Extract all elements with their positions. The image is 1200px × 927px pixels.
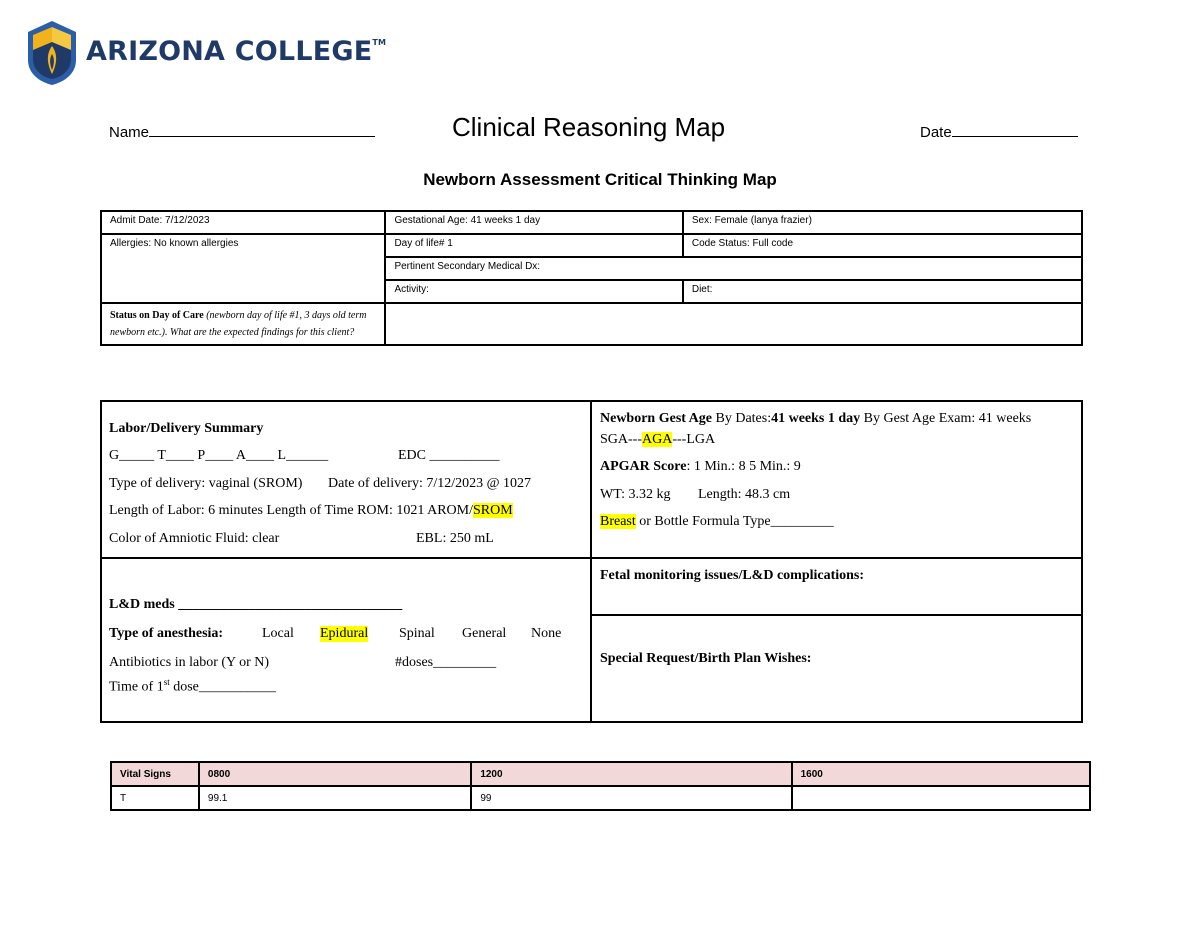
allergies-cell: Allergies: No known allergies [101, 234, 385, 303]
ld-meds-field[interactable]: L&D meds ________________________________ [109, 597, 403, 612]
newborn-gest-age: Newborn Gest Age By Dates:41 weeks 1 day By Gest Age Exam: 41 weeks [600, 411, 1032, 426]
vital-value-cell[interactable]: 99.1 [199, 786, 471, 810]
anesthesia-spinal[interactable]: Spinal [399, 626, 435, 641]
anesthesia-epidural[interactable]: Epidural [320, 626, 369, 641]
anesthesia-label: Type of anesthesia: [109, 626, 224, 641]
divider [590, 400, 592, 723]
apgar-score: APGAR Score: 1 Min.: 8 5 Min.: 9 [600, 459, 801, 474]
divider [590, 614, 1083, 616]
ebl-value: EBL: 250 mL [416, 531, 494, 546]
gestational-age-cell: Gestational Age: 41 weeks 1 day [385, 211, 682, 234]
newborn-length: Length: 48.3 cm [698, 487, 791, 502]
admit-date-cell: Admit Date: 7/12/2023 [101, 211, 385, 234]
vital-signs-table [110, 761, 1091, 811]
anesthesia-local[interactable]: Local [262, 626, 294, 641]
breast-highlight: Breast [600, 514, 636, 529]
gtpal-field[interactable]: G_____ T____ P____ A____ L______ [109, 448, 329, 463]
first-dose-time[interactable]: Time of 1st dose___________ [109, 677, 276, 695]
vital-value-cell[interactable]: 99 [471, 786, 791, 810]
antibiotics-in-labor[interactable]: Antibiotics in labor (Y or N) [109, 655, 270, 670]
anesthesia-none[interactable]: None [531, 626, 562, 641]
date-blank[interactable] [952, 122, 1078, 137]
code-status-cell: Code Status: Full code [683, 234, 1082, 257]
time-0800-header: 0800 [199, 762, 471, 786]
divider [100, 557, 592, 559]
labor-length: Length of Labor: 6 minutes Length of Time ROM: 1021 AROM/SROM [109, 503, 513, 518]
table-header-row [111, 762, 1090, 786]
sex-cell: Sex: Female (lanya frazier) [683, 211, 1082, 234]
edc-field[interactable]: EDC __________ [398, 448, 500, 463]
srom-highlight: SROM [473, 503, 513, 518]
divider [590, 557, 1083, 559]
status-on-day-of-care-cell: Status on Day of Care (newborn day of life #1, 3 days old term newborn etc.). What are the expected findings for this client? [101, 303, 385, 345]
labor-summary-title: Labor/Delivery Summary [109, 421, 264, 436]
diet-cell[interactable]: Diet: [683, 280, 1082, 303]
anesthesia-general[interactable]: General [462, 626, 507, 641]
newborn-weight: WT: 3.32 kg [600, 487, 671, 502]
table-row [111, 786, 1090, 810]
vital-value-cell[interactable] [792, 786, 1090, 810]
date-field[interactable] [920, 122, 1078, 141]
aga-highlight: AGA [642, 432, 673, 447]
day-of-life-cell: Day of life# 1 [385, 234, 682, 257]
page-subtitle: Newborn Assessment Critical Thinking Map [423, 170, 777, 189]
delivery-type: Type of delivery: vaginal (SROM) [109, 476, 303, 491]
amniotic-fluid-color: Color of Amniotic Fluid: clear [109, 531, 280, 546]
name-field[interactable] [109, 122, 375, 141]
size-for-age: SGA---AGA---LGA [600, 432, 716, 447]
page-title: Clinical Reasoning Map [452, 112, 726, 142]
feeding-method: Breast or Bottle Formula Type_________ [600, 514, 834, 529]
time-1200-header: 1200 [471, 762, 791, 786]
name-blank[interactable] [149, 122, 375, 137]
special-request-label: Special Request/Birth Plan Wishes: [600, 651, 812, 666]
vital-signs-header: Vital Signs [111, 762, 199, 786]
activity-cell[interactable]: Activity: [385, 280, 682, 303]
name-label: Name [109, 124, 150, 141]
patient-info-table [100, 210, 1083, 346]
delivery-date: Date of delivery: 7/12/2023 @ 1027 [328, 476, 532, 491]
secondary-dx-cell[interactable]: Pertinent Secondary Medical Dx: [385, 257, 1082, 280]
logo-wordmark: ARIZONA COLLEGE™ [86, 36, 387, 67]
vital-label-cell: T [111, 786, 199, 810]
doses-field[interactable]: #doses_________ [395, 655, 497, 670]
status-entry-cell[interactable] [385, 303, 1082, 345]
fetal-monitoring-label: Fetal monitoring issues/L&D complications: [600, 568, 865, 583]
shield-icon [26, 20, 78, 86]
time-1600-header: 1600 [792, 762, 1090, 786]
date-label: Date [920, 124, 952, 141]
